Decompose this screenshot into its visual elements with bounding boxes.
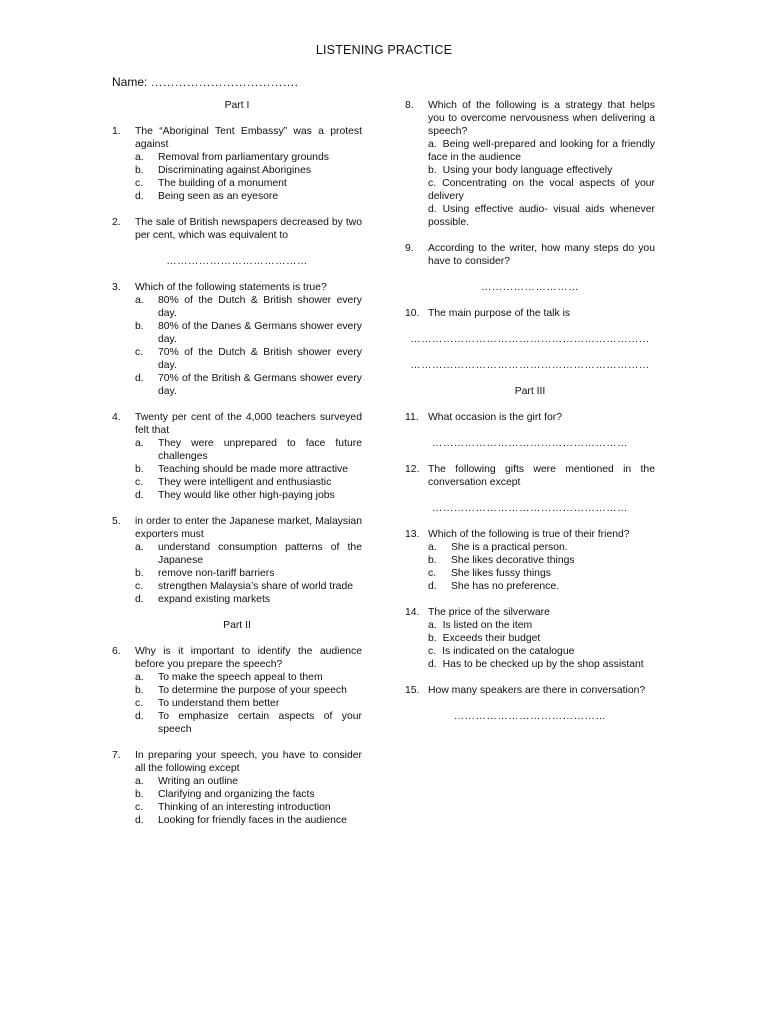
option-letter: d.: [135, 815, 144, 826]
question-text: The “Aboriginal Tent Embassy” was a protest against: [135, 126, 362, 150]
question-text: Which of the following is true of their friend?: [428, 529, 630, 540]
option-letter: b.: [428, 633, 437, 644]
option-letter: b.: [135, 321, 144, 332]
option-text: Using effective audio- visual aids whenever possible.: [428, 204, 655, 228]
option-text: They were intelligent and enthusiastic: [158, 477, 332, 488]
option-text: To make the speech appeal to them: [158, 672, 323, 683]
option-text: Being seen as an eyesore: [158, 191, 279, 202]
option-text: 70% of the Dutch & British shower every day.: [158, 347, 362, 371]
question-7: [112, 749, 362, 827]
option-letter: a.: [135, 152, 144, 163]
option-text: expand existing markets: [158, 594, 271, 605]
option-text: She likes decorative things: [451, 555, 575, 566]
option-letter: d.: [428, 204, 437, 215]
option-letter: d.: [135, 373, 144, 384]
option-letter: c.: [135, 477, 144, 488]
option-a[interactable]: [135, 671, 362, 684]
option-letter: d.: [135, 191, 144, 202]
question-6: [112, 645, 362, 736]
option-letter: d.: [135, 490, 144, 501]
answer-line[interactable]: …………………………………………………………: [410, 360, 650, 371]
question-number: 4.: [112, 412, 121, 423]
option-text: They were unprepared to face future challenges: [158, 438, 362, 462]
question-text: The price of the silverware: [428, 607, 550, 618]
option-c[interactable]: [135, 801, 362, 814]
option-a[interactable]: [428, 138, 655, 164]
option-letter: a.: [135, 776, 144, 787]
option-d[interactable]: [135, 489, 362, 502]
option-a[interactable]: [135, 294, 362, 320]
option-letter: a.: [428, 620, 437, 631]
option-text: She likes fussy things: [451, 568, 551, 579]
question-12: [405, 463, 655, 489]
question-number: 10.: [405, 308, 420, 319]
option-d[interactable]: [428, 658, 655, 671]
question-text: The following gifts were mentioned in the conversation except: [428, 464, 655, 488]
option-letter: b.: [135, 789, 144, 800]
option-letter: d.: [428, 581, 437, 592]
part-3-heading: Part III: [514, 386, 546, 397]
option-text: Thinking of an interesting introduction: [158, 802, 331, 813]
question-number: 5.: [112, 516, 121, 527]
option-b[interactable]: [135, 320, 362, 346]
option-d[interactable]: [135, 190, 362, 203]
question-number: 9.: [405, 243, 414, 254]
option-letter: b.: [428, 165, 437, 176]
option-b[interactable]: [135, 463, 362, 476]
option-letter: a.: [135, 672, 144, 683]
option-c[interactable]: [135, 580, 362, 593]
option-c[interactable]: [135, 346, 362, 372]
option-letter: c.: [428, 178, 437, 189]
answer-line[interactable]: ………………………: [480, 282, 579, 293]
question-number: 14.: [405, 607, 420, 618]
option-b[interactable]: [135, 567, 362, 580]
option-text: To emphasize certain aspects of your speech: [158, 711, 362, 735]
option-a[interactable]: [135, 775, 362, 788]
part-1-heading: Part I: [224, 100, 250, 111]
option-c[interactable]: [135, 697, 362, 710]
option-d[interactable]: [135, 372, 362, 398]
option-b[interactable]: [428, 554, 655, 567]
question-2: [112, 216, 362, 242]
question-number: 8.: [405, 100, 414, 111]
answer-line[interactable]: ……………………………………: [453, 711, 607, 722]
question-8: [405, 99, 655, 229]
option-text: Writing an outline: [158, 776, 239, 787]
option-c[interactable]: [135, 177, 362, 190]
question-1: [112, 125, 362, 203]
option-text: remove non-tariff barriers: [158, 568, 275, 579]
option-letter: c.: [135, 802, 144, 813]
option-text: Clarifying and organizing the facts: [158, 789, 315, 800]
option-letter: c.: [135, 698, 144, 709]
option-text: To determine the purpose of your speech: [158, 685, 347, 696]
option-text: 80% of the Dutch & British shower every day.: [158, 295, 362, 319]
option-d[interactable]: [428, 580, 655, 593]
option-letter: b.: [428, 555, 437, 566]
option-b[interactable]: [428, 632, 655, 645]
question-number: 15.: [405, 685, 420, 696]
option-text: Discriminating against Aborigines: [158, 165, 312, 176]
question-15: [405, 684, 655, 697]
option-letter: b.: [135, 464, 144, 475]
option-b[interactable]: [135, 164, 362, 177]
option-c[interactable]: [428, 645, 655, 658]
question-3: [112, 281, 362, 398]
option-letter: b.: [135, 685, 144, 696]
question-number: 3.: [112, 282, 121, 293]
answer-line[interactable]: ………………………………………………: [431, 503, 629, 514]
option-letter: c.: [135, 178, 144, 189]
answer-line[interactable]: …………………………………: [166, 256, 308, 267]
option-a[interactable]: [135, 541, 362, 567]
question-11: [405, 411, 655, 424]
option-letter: b.: [135, 165, 144, 176]
option-text: Teaching should be made more attractive: [158, 464, 349, 475]
question-text: How many speakers are there in conversation?: [428, 685, 646, 696]
question-number: 12.: [405, 464, 420, 475]
option-d[interactable]: [135, 814, 362, 827]
answer-line[interactable]: ………………………………………………: [431, 438, 629, 449]
question-9: [405, 242, 655, 268]
option-b[interactable]: [135, 788, 362, 801]
answer-line[interactable]: …………………………………………………………: [410, 334, 650, 345]
question-number: 1.: [112, 126, 121, 137]
option-text: The building of a monument: [158, 178, 287, 189]
question-4: [112, 411, 362, 502]
option-c[interactable]: [135, 476, 362, 489]
option-text: Using your body language effectively: [442, 165, 613, 176]
question-text: The main purpose of the talk is: [428, 308, 571, 319]
option-letter: c.: [428, 646, 437, 657]
option-letter: b.: [135, 568, 144, 579]
option-a[interactable]: [135, 151, 362, 164]
question-text: In preparing your speech, you have to consider all the following except: [135, 750, 362, 774]
option-text: 80% of the Danes & Germans shower every day.: [158, 321, 362, 345]
question-text: in order to enter the Japanese market, Malaysian exporters must: [135, 516, 362, 540]
option-letter: a.: [428, 542, 437, 553]
right-column: [405, 99, 655, 736]
option-letter: a.: [135, 542, 144, 553]
question-text: Which of the following statements is true?: [135, 282, 327, 293]
question-number: 2.: [112, 217, 121, 228]
question-13: [405, 528, 655, 593]
part-2-heading: Part II: [223, 620, 251, 631]
option-text: They would like other high-paying jobs: [158, 490, 335, 501]
question-text: Why is it important to identify the audience before you prepare the speech?: [135, 646, 362, 670]
option-a[interactable]: [428, 619, 655, 632]
option-letter: d.: [428, 659, 437, 670]
option-text: Is indicated on the catalogue: [442, 646, 575, 657]
option-text: strengthen Malaysia’s share of world trade: [158, 581, 354, 592]
option-text: She has no preference.: [451, 581, 560, 592]
question-text: What occasion is the girt for?: [428, 412, 562, 423]
option-letter: c.: [135, 581, 144, 592]
option-c[interactable]: [428, 567, 655, 580]
option-c[interactable]: [428, 177, 655, 203]
option-d[interactable]: [135, 710, 362, 736]
option-text: Exceeds their budget: [442, 633, 541, 644]
option-letter: d.: [135, 594, 144, 605]
option-b[interactable]: [428, 164, 655, 177]
question-text: Twenty per cent of the 4,000 teachers surveyed felt that: [135, 412, 362, 436]
option-a[interactable]: [135, 437, 362, 463]
option-d[interactable]: [428, 203, 655, 229]
question-number: 6.: [112, 646, 121, 657]
question-text: According to the writer, how many steps do you have to consider?: [428, 243, 655, 267]
option-text: Is listed on the item: [442, 620, 533, 631]
option-text: Looking for friendly faces in the audience: [158, 815, 347, 826]
option-text: Concentrating on the vocal aspects of your delivery: [428, 178, 655, 202]
name-field[interactable]: Name: ……………………………….: [112, 75, 299, 89]
option-text: understand consumption patterns of the Japanese: [158, 542, 362, 566]
question-5: [112, 515, 362, 606]
question-number: 11.: [405, 412, 419, 423]
option-text: Removal from parliamentary grounds: [158, 152, 329, 163]
option-text: She is a practical person.: [451, 542, 568, 553]
question-10: [405, 307, 655, 320]
option-b[interactable]: [135, 684, 362, 697]
question-14: [405, 606, 655, 671]
option-text: 70% of the British & Germans shower every day.: [158, 373, 362, 397]
option-letter: a.: [428, 139, 437, 150]
option-letter: d.: [135, 711, 144, 722]
option-text: Being well-prepared and looking for a friendly face in the audience: [428, 139, 655, 163]
option-text: To understand them better: [158, 698, 280, 709]
option-letter: c.: [428, 568, 437, 579]
question-number: 13.: [405, 529, 420, 540]
option-letter: c.: [135, 347, 144, 358]
page-title: LISTENING PRACTICE: [315, 43, 453, 57]
option-letter: a.: [135, 295, 144, 306]
option-a[interactable]: [428, 541, 655, 554]
option-letter: a.: [135, 438, 144, 449]
question-text: Which of the following is a strategy that helps you to overcome nervousness when delivering a speech?: [428, 100, 655, 137]
question-number: 7.: [112, 750, 121, 761]
option-text: Has to be checked up by the shop assistant: [442, 659, 644, 670]
option-d[interactable]: [135, 593, 362, 606]
left-column: [112, 99, 362, 840]
question-text: The sale of British newspapers decreased by two per cent, which was equivalent to: [135, 217, 362, 241]
